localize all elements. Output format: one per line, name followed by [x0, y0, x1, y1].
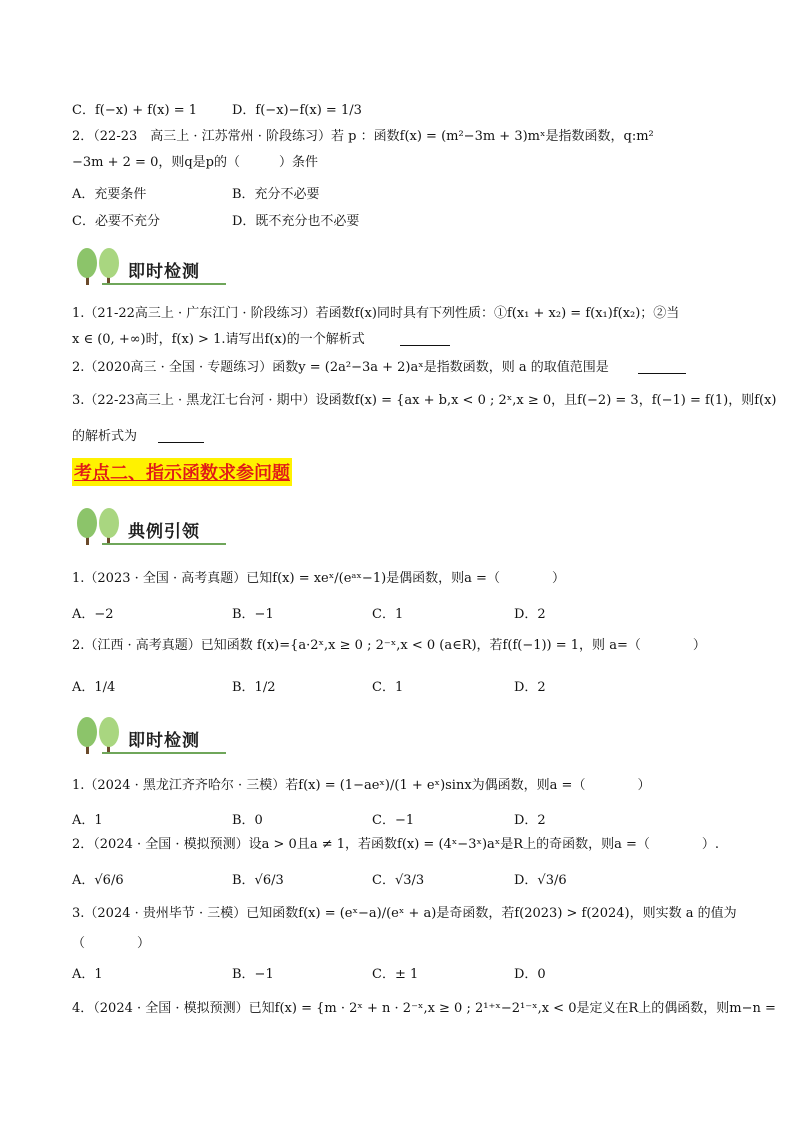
option-b: B．−1 [232, 607, 274, 622]
option-a: A．1 [72, 967, 103, 982]
option-d: D．既不充分也不必要 [232, 214, 360, 229]
question-line: 2．（22-23 高三上 · 江苏常州 · 阶段练习）若 p ：函数f(x) = (m²−3m + 3)mˣ是指数函数，q:m² [72, 129, 654, 144]
answer-blank[interactable] [638, 361, 686, 374]
badge-label: 即时检测 [128, 262, 200, 282]
divider [102, 752, 226, 754]
option-d: D．0 [514, 967, 546, 982]
question-line: 3.（22-23高三上 · 黑龙江七台河 · 期中）设函数f(x) = {ax + b,x < 0 ; 2ˣ,x ≥ 0，且f(−2) = 3，f(−1) = f(1)，则f(x) [72, 393, 777, 408]
option-c: C．−1 [372, 813, 415, 828]
option-a: A．1 [72, 813, 103, 828]
tree-icon [72, 712, 128, 756]
question-line: 2.（2020高三 · 全国 · 专题练习）函数y = (2a²−3a + 2)aˣ是指数函数，则 a 的取值范围是 [72, 360, 609, 375]
option-d: D．2 [514, 680, 546, 695]
question-line: 4．（2024 · 全国 · 模拟预测）已知f(x) = {m · 2ˣ + n · 2⁻ˣ,x ≥ 0 ; 2¹⁺ˣ−2¹⁻ˣ,x < 0是定义在R上的偶函数，则m−n = [72, 1001, 776, 1016]
option-d: D．2 [514, 813, 546, 828]
question-line: 3.（2024 · 贵州毕节 · 三模）已知函数f(x) = (eˣ−a)/(eˣ + a)是奇函数，若f(2023) > f(2024)，则实数 a 的值为 [72, 906, 737, 921]
option-d: D．2 [514, 607, 546, 622]
question-line: x ∈ (0, +∞)时，f(x) > 1.请写出f(x)的一个解析式 [72, 332, 365, 347]
option-a: A．√6/6 [72, 873, 124, 888]
section-heading: 考点二、指示函数求参问题 [72, 458, 292, 486]
tree-icon [72, 503, 128, 547]
section-badge [72, 503, 222, 547]
option-b: B．−1 [232, 967, 274, 982]
option-c: C．1 [372, 607, 404, 622]
option-c: C．1 [372, 680, 404, 695]
question-line: 的解析式为 [72, 429, 138, 444]
question-line: 2.（江西 · 高考真题）已知函数 f(x)={a·2ˣ,x ≥ 0 ; 2⁻ˣ,x < 0 (a∈R)，若f(f(−1)) = 1，则 a=（ ） [72, 638, 706, 653]
option-b: B．√6/3 [232, 873, 284, 888]
option-b: B．充分不必要 [232, 187, 320, 202]
question-line: 1.（2024 · 黑龙江齐齐哈尔 · 三模）若f(x) = (1−aeˣ)/(1 + eˣ)sinx为偶函数，则a =（ ） [72, 778, 651, 793]
question-line: −3m + 2 = 0，则q是p的（ ）条件 [72, 155, 318, 170]
option-b: B．1/2 [232, 680, 276, 695]
tree-icon [72, 243, 128, 287]
answer-blank[interactable] [400, 333, 450, 346]
question-line: 2．（2024 · 全国 · 模拟预测）设a > 0且a ≠ 1，若函数f(x) = (4ˣ−3ˣ)aˣ是R上的奇函数，则a =（ ）. [72, 837, 720, 852]
divider [102, 283, 226, 285]
section-badge [72, 243, 222, 287]
badge-label: 即时检测 [128, 731, 200, 751]
option-c: C．√3/3 [372, 873, 425, 888]
option-c: C．f(−x) + f(x) = 1 [72, 103, 197, 118]
question-line: 1.（21-22高三上 · 广东江门 · 阶段练习）若函数f(x)同时具有下列性质：①f(x₁ + x₂) = f(x₁)f(x₂)；②当 [72, 306, 680, 321]
badge-label: 典例引领 [128, 522, 200, 542]
option-d: D．√3/6 [514, 873, 567, 888]
option-a: A．1/4 [72, 680, 116, 695]
option-d: D．f(−x)−f(x) = 1/3 [232, 103, 362, 118]
section-badge [72, 712, 222, 756]
option-c: C．± 1 [372, 967, 419, 982]
answer-blank[interactable] [158, 430, 204, 443]
question-line: 1.（2023 · 全国 · 高考真题）已知f(x) = xeˣ/(eᵃˣ−1)是偶函数，则a =（ ） [72, 571, 565, 586]
divider [102, 543, 226, 545]
option-b: B．0 [232, 813, 263, 828]
option-c: C．必要不充分 [72, 214, 160, 229]
question-line: （ ） [72, 936, 151, 951]
option-a: A．−2 [72, 607, 114, 622]
option-a: A．充要条件 [72, 187, 147, 202]
